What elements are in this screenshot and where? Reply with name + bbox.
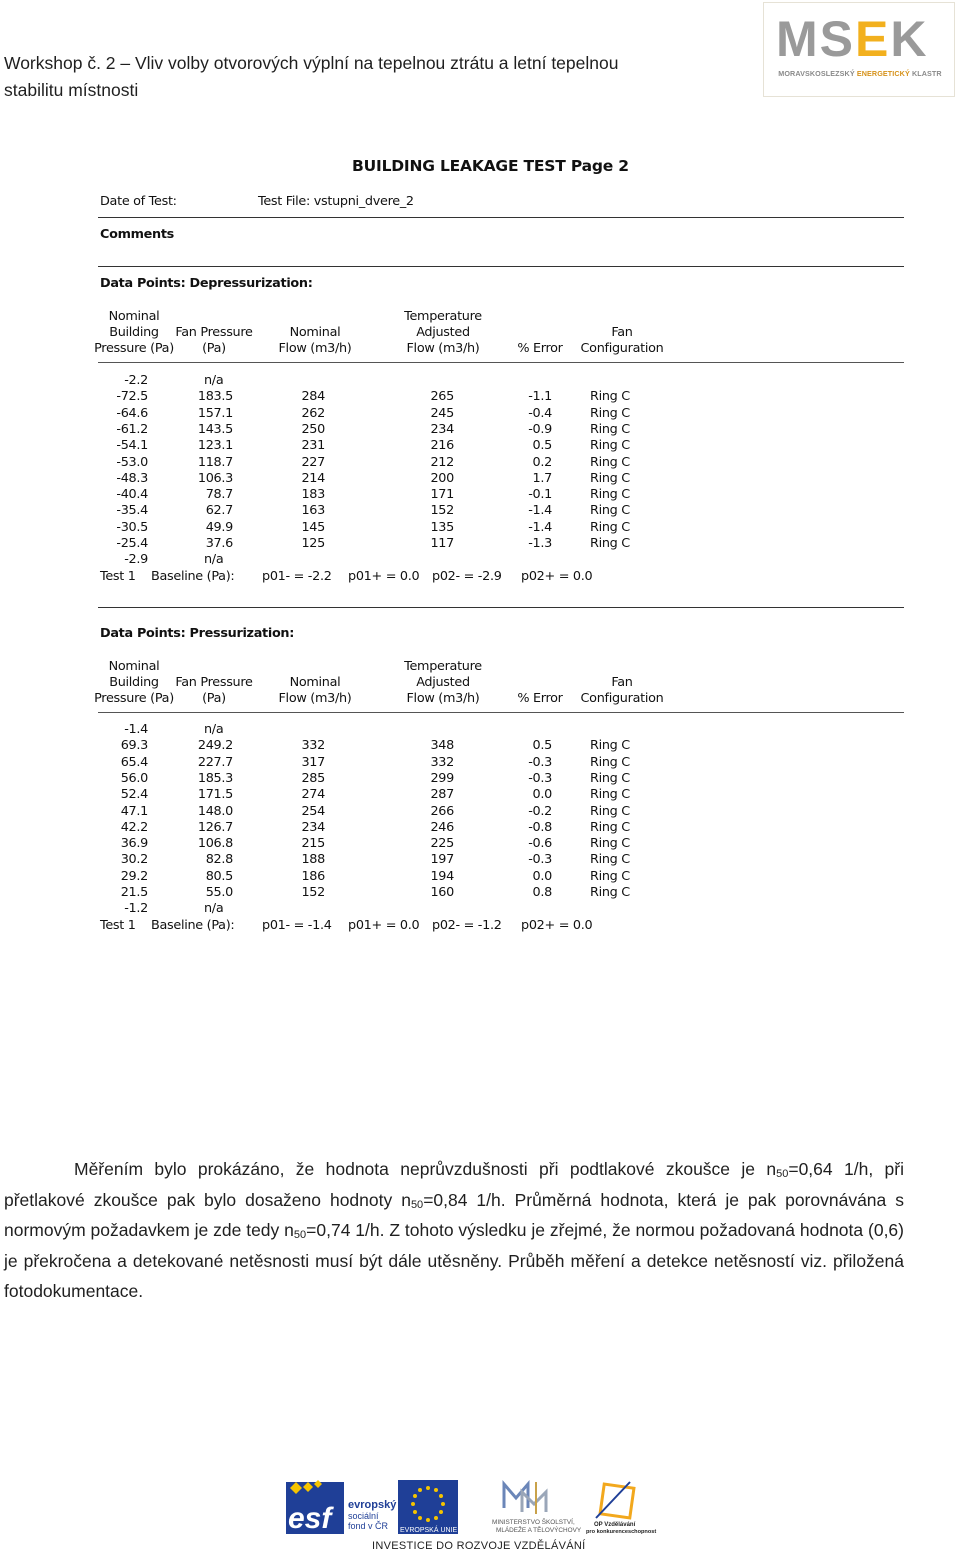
baseline-label: Baseline (Pa):: [151, 918, 235, 933]
cell-percent-error: 0.0: [532, 868, 552, 884]
cell-building-pressure: 30.2: [120, 852, 148, 868]
cell-adjusted-flow: 197: [430, 852, 454, 868]
funding-logos: [286, 1478, 666, 1556]
cell-building-pressure: -35.4: [116, 503, 148, 519]
svg-text:fond v ČR: fond v ČR: [348, 1521, 389, 1531]
msmt-logo: [492, 1478, 582, 1536]
cell-fan-configuration: Ring C: [590, 503, 630, 519]
cell-building-pressure: 52.4: [120, 787, 148, 803]
cell-percent-error: 0.5: [532, 438, 552, 454]
op-vk-logo: [586, 1478, 656, 1536]
cell-adjusted-flow: 152: [430, 503, 454, 519]
cell-fan-pressure: 62.7: [205, 503, 233, 519]
cell-nominal-flow: 214: [301, 470, 325, 486]
column-header-building-pressure: Nominal Building Pressure (Pa): [94, 309, 174, 356]
cell-nominal-flow: 332: [301, 738, 325, 754]
column-header-fan-pressure: Fan Pressure (Pa): [175, 675, 253, 706]
column-header-adjusted-flow: Temperature Adjusted Flow (m3/h): [404, 659, 482, 706]
result-paragraph: Měřením bylo prokázáno, že hodnota neprůvzdušnosti při podtlakové zkoušce je $n_{50}=0,64$ 1/h, při přetlakové zkoušce pak bylo dosaženo hodnoty $n_{50}=0,84$ 1/h. Průměrná hodnota, která je pak porovnávána s normovým požadavkem je zde tedy $n_{50}=0,74$ 1/h. Z tohoto výsledku je zřejmé, že normou požadovaná hodnota (0,6) je překročena a detekované netěsnosti musí být dále utěsněny. Průběh měření a detekce netěsností viz. přiložená fotodokumentace.: [4, 1159, 904, 1302]
cell-building-pressure: 36.9: [120, 836, 148, 852]
cell-nominal-flow: 254: [301, 803, 325, 819]
column-header-adjusted-flow: Temperature Adjusted Flow (m3/h): [404, 309, 482, 356]
cell-adjusted-flow: 160: [430, 885, 454, 900]
column-header-fan-configuration: Fan Configuration: [580, 675, 664, 706]
svg-text:MLÁDEŽE A TĚLOVÝCHOVY: MLÁDEŽE A TĚLOVÝCHOVY: [496, 1527, 582, 1534]
cell-fan-pressure: 143.5: [197, 421, 233, 437]
cell-adjusted-flow: 234: [430, 421, 454, 437]
cell-fan-configuration: Ring C: [590, 536, 630, 551]
cell-fan-pressure: n/a: [204, 722, 224, 737]
cell-nominal-flow: 145: [301, 519, 325, 535]
baseline-p01-plus: p01+ = 0.0: [348, 569, 420, 584]
cell-nominal-flow: 231: [301, 438, 325, 454]
baseline-p02-minus: p02- = -1.2: [432, 918, 502, 933]
cell-nominal-flow: 234: [301, 819, 325, 835]
cell-nominal-flow: 186: [301, 868, 325, 884]
cell-building-pressure: 29.2: [120, 868, 148, 884]
cell-percent-error: -0.2: [528, 803, 552, 819]
cell-fan-pressure: 82.8: [205, 852, 233, 868]
cell-percent-error: -0.8: [528, 819, 552, 835]
cell-fan-configuration: Ring C: [590, 454, 630, 470]
cell-fan-configuration: Ring C: [590, 819, 630, 835]
cell-fan-pressure: 185.3: [197, 770, 233, 786]
cell-fan-configuration: Ring C: [590, 836, 630, 852]
column-header-nominal-flow: Nominal Flow (m3/h): [278, 325, 352, 356]
cell-nominal-flow: 317: [301, 754, 325, 770]
column-header-fan-configuration: Fan Configuration: [580, 325, 664, 356]
svg-text:MINISTERSTVO ŠKOLSTVÍ,: MINISTERSTVO ŠKOLSTVÍ,: [492, 1519, 575, 1526]
cell-fan-configuration: Ring C: [590, 519, 630, 535]
cell-nominal-flow: 188: [301, 852, 325, 868]
cell-fan-pressure: n/a: [204, 552, 224, 568]
divider: [98, 217, 904, 218]
baseline-test: Test 1: [100, 918, 136, 933]
cell-fan-configuration: Ring C: [590, 803, 630, 819]
cell-percent-error: 0.0: [532, 787, 552, 803]
baseline-p01-minus: p01- = -1.4: [262, 918, 332, 933]
cell-nominal-flow: 183: [301, 487, 325, 503]
cell-adjusted-flow: 265: [430, 389, 454, 405]
cell-adjusted-flow: 216: [430, 438, 454, 454]
cell-fan-pressure: 106.3: [197, 470, 233, 486]
cell-fan-configuration: Ring C: [590, 885, 630, 900]
cell-fan-configuration: Ring C: [590, 405, 630, 421]
cell-fan-configuration: Ring C: [590, 470, 630, 486]
svg-text:pro konkurenceschopnost: pro konkurenceschopnost: [586, 1529, 657, 1535]
cell-fan-pressure: 126.7: [197, 819, 233, 835]
cell-building-pressure: -40.4: [116, 487, 148, 503]
cell-nominal-flow: 227: [301, 454, 325, 470]
cell-adjusted-flow: 332: [430, 754, 454, 770]
cell-adjusted-flow: 200: [430, 470, 454, 486]
cell-fan-configuration: Ring C: [590, 787, 630, 803]
cell-building-pressure: -2.9: [124, 552, 148, 568]
cell-adjusted-flow: 246: [430, 819, 454, 835]
eu-flag-logo: [398, 1480, 458, 1534]
test-file-label: Test File: vstupni_dvere_2: [258, 194, 414, 209]
baseline-label: Baseline (Pa):: [151, 569, 235, 584]
column-header-fan-pressure: Fan Pressure (Pa): [175, 325, 253, 356]
cell-adjusted-flow: 287: [430, 787, 454, 803]
comments-label: Comments: [100, 227, 174, 242]
cell-adjusted-flow: 117: [430, 536, 454, 551]
svg-text:sociální: sociální: [348, 1511, 379, 1521]
cell-building-pressure: -48.3: [116, 470, 148, 486]
cell-percent-error: -1.4: [528, 503, 552, 519]
cell-fan-configuration: Ring C: [590, 852, 630, 868]
cell-building-pressure: 69.3: [120, 738, 148, 754]
cell-building-pressure: -1.2: [124, 901, 148, 917]
cell-adjusted-flow: 212: [430, 454, 454, 470]
cell-percent-error: 0.8: [532, 885, 552, 900]
cell-percent-error: 0.5: [532, 738, 552, 754]
cell-building-pressure: 65.4: [120, 754, 148, 770]
cell-fan-configuration: Ring C: [590, 389, 630, 405]
pressurization-heading: Data Points: Pressurization:: [100, 626, 295, 641]
cell-fan-pressure: 171.5: [197, 787, 233, 803]
baseline-p02-plus: p02+ = 0.0: [521, 918, 593, 933]
date-of-test-label: Date of Test:: [100, 194, 177, 209]
cell-nominal-flow: 125: [301, 536, 325, 551]
baseline-p01-plus: p01+ = 0.0: [348, 918, 420, 933]
cell-fan-configuration: Ring C: [590, 754, 630, 770]
footer-tagline: INVESTICE DO ROZVOJE VZDĚLÁVÁNÍ: [372, 1540, 586, 1552]
logo-mark: MSEK: [776, 11, 929, 67]
cell-percent-error: -1.4: [528, 519, 552, 535]
cell-percent-error: -0.3: [528, 852, 552, 868]
column-header-percent-error: % Error: [517, 341, 563, 356]
cell-percent-error: -1.3: [528, 536, 552, 551]
cell-building-pressure: -53.0: [116, 454, 148, 470]
cell-fan-pressure: 157.1: [197, 405, 233, 421]
cell-building-pressure: 47.1: [120, 803, 148, 819]
baseline-p01-minus: p01- = -2.2: [262, 569, 332, 584]
page-header-title: Workshop č. 2 – Vliv volby otvorových výplní na tepelnou ztrátu a letní tepelnou stabilitu místnosti: [4, 53, 619, 100]
cell-fan-pressure: 249.2: [197, 738, 233, 754]
divider: [98, 362, 904, 363]
cell-fan-configuration: Ring C: [590, 868, 630, 884]
cell-percent-error: -0.3: [528, 754, 552, 770]
cell-fan-configuration: Ring C: [590, 738, 630, 754]
cell-building-pressure: 42.2: [120, 819, 148, 835]
column-header-nominal-flow: Nominal Flow (m3/h): [278, 675, 352, 706]
svg-text:EVROPSKÁ UNIE: EVROPSKÁ UNIE: [400, 1527, 458, 1534]
cell-adjusted-flow: 348: [430, 738, 454, 754]
svg-text:evropský: evropský: [348, 1499, 397, 1511]
cell-percent-error: -0.9: [528, 421, 552, 437]
cell-adjusted-flow: 245: [430, 405, 454, 421]
cell-nominal-flow: 262: [301, 405, 325, 421]
divider: [98, 712, 904, 713]
cell-percent-error: 0.2: [532, 454, 552, 470]
cell-fan-pressure: 49.9: [205, 519, 233, 535]
cell-fan-pressure: n/a: [204, 373, 224, 388]
cell-building-pressure: -61.2: [116, 421, 148, 437]
svg-text:esf: esf: [288, 1502, 332, 1535]
cell-fan-configuration: Ring C: [590, 487, 630, 503]
cell-fan-pressure: 106.8: [197, 836, 233, 852]
cell-adjusted-flow: 266: [430, 803, 454, 819]
cell-percent-error: 1.7: [532, 470, 552, 486]
cell-building-pressure: -72.5: [116, 389, 148, 405]
cell-adjusted-flow: 171: [430, 487, 454, 503]
cell-adjusted-flow: 299: [430, 770, 454, 786]
cell-nominal-flow: 215: [301, 836, 325, 852]
cell-nominal-flow: 285: [301, 770, 325, 786]
cell-building-pressure: -2.2: [124, 373, 148, 388]
report-title: BUILDING LEAKAGE TEST Page 2: [352, 157, 629, 175]
cell-adjusted-flow: 135: [430, 519, 454, 535]
cell-percent-error: -1.1: [528, 389, 552, 405]
cell-percent-error: -0.4: [528, 405, 552, 421]
baseline-p02-plus: p02+ = 0.0: [521, 569, 593, 584]
cell-fan-pressure: 80.5: [205, 868, 233, 884]
divider: [98, 266, 904, 267]
cell-fan-pressure: 78.7: [205, 487, 233, 503]
cell-building-pressure: -30.5: [116, 519, 148, 535]
cell-nominal-flow: 284: [301, 389, 325, 405]
cell-percent-error: -0.1: [528, 487, 552, 503]
cell-adjusted-flow: 194: [430, 868, 454, 884]
baseline-test: Test 1: [100, 569, 136, 584]
cell-fan-pressure: 148.0: [197, 803, 233, 819]
logo-subtitle: MORAVSKOSLEZSKÝ ENERGETICKÝ KLASTR: [778, 69, 942, 78]
cell-building-pressure: 56.0: [120, 770, 148, 786]
cell-fan-pressure: 118.7: [197, 454, 233, 470]
cell-percent-error: -0.6: [528, 836, 552, 852]
depressurization-heading: Data Points: Depressurization:: [100, 276, 313, 291]
cell-building-pressure: 21.5: [120, 885, 148, 900]
cell-fan-pressure: 123.1: [197, 438, 233, 454]
cell-percent-error: -0.3: [528, 770, 552, 786]
cell-nominal-flow: 250: [301, 421, 325, 437]
cell-building-pressure: -1.4: [124, 722, 148, 737]
cell-fan-pressure: 183.5: [197, 389, 233, 405]
column-header-building-pressure: Nominal Building Pressure (Pa): [94, 659, 174, 706]
cell-fan-pressure: 37.6: [205, 536, 233, 551]
cell-fan-pressure: n/a: [204, 901, 224, 917]
svg-text:OP Vzdělávání: OP Vzdělávání: [594, 1522, 636, 1528]
cell-adjusted-flow: 225: [430, 836, 454, 852]
divider: [98, 607, 904, 608]
cell-nominal-flow: 163: [301, 503, 325, 519]
cell-fan-configuration: Ring C: [590, 421, 630, 437]
cell-fan-configuration: Ring C: [590, 770, 630, 786]
column-header-percent-error: % Error: [517, 691, 563, 706]
cell-building-pressure: -25.4: [116, 536, 148, 551]
cell-nominal-flow: 152: [301, 885, 325, 900]
baseline-p02-minus: p02- = -2.9: [432, 569, 502, 584]
cell-fan-pressure: 55.0: [205, 885, 233, 900]
cell-building-pressure: -54.1: [116, 438, 148, 454]
cell-nominal-flow: 274: [301, 787, 325, 803]
esf-logo: [286, 1478, 397, 1536]
cell-building-pressure: -64.6: [116, 405, 148, 421]
cell-fan-configuration: Ring C: [590, 438, 630, 454]
cell-fan-pressure: 227.7: [197, 754, 233, 770]
